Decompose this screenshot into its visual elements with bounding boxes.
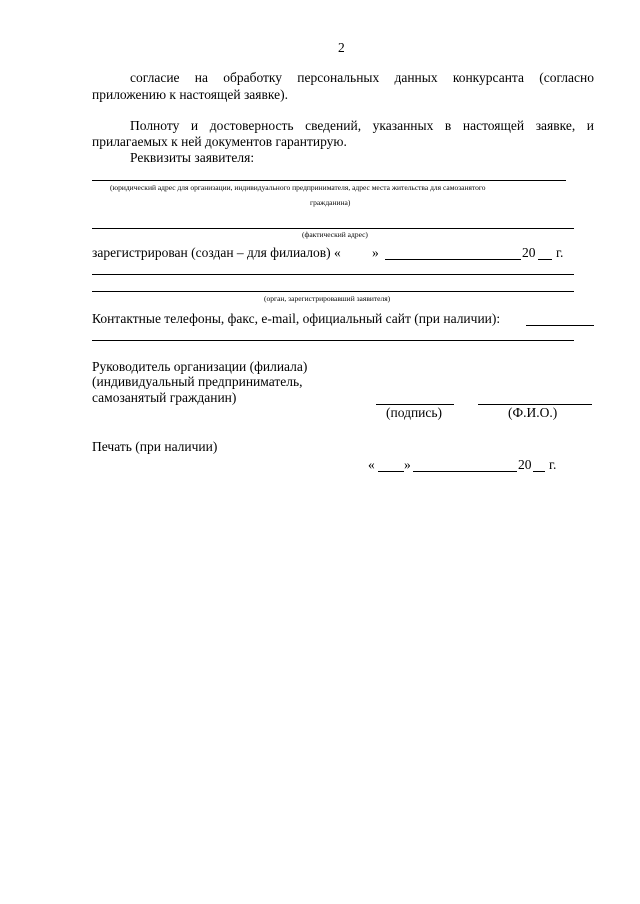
registered-date-line[interactable] [385, 259, 521, 260]
registered-year-prefix: 20 [522, 245, 536, 260]
head-line-1: Руководитель организации (филиала) [92, 359, 308, 374]
actual-address-caption: (фактический адрес) [302, 230, 368, 239]
legal-address-caption-2: гражданина) [310, 198, 351, 207]
date-year-line[interactable] [533, 471, 545, 472]
date-year-prefix: 20 [518, 457, 532, 472]
registrar-line-1[interactable] [92, 274, 574, 275]
consent-line-2: приложению к настоящей заявке). [92, 87, 288, 102]
registered-year-line[interactable] [538, 259, 552, 260]
contacts-label: Контактные телефоны, факс, e-mail, официальный сайт (при наличии): [92, 311, 501, 326]
page-number: 2 [338, 40, 345, 55]
contacts-line-2[interactable] [92, 340, 574, 341]
guarantee-line-1: Полноту и достоверность сведений, указанных в настоящей заявке, и [130, 118, 594, 133]
registrar-line-2[interactable] [92, 291, 574, 292]
legal-address-line[interactable] [92, 180, 566, 181]
head-line-2: (индивидуальный предприниматель, [92, 374, 303, 389]
fio-caption: (Ф.И.О.) [508, 405, 558, 420]
registered-label: зарегистрирован (создан – для филиалов) « [92, 245, 341, 260]
stamp-label: Печать (при наличии) [92, 439, 218, 454]
date-month-line[interactable] [413, 471, 517, 472]
head-line-3: самозанятый гражданин) [92, 390, 237, 405]
legal-address-caption-1: (юридический адрес для организации, индивидуального предпринимателя, адрес места жительства для самозанятого [110, 183, 486, 192]
date-close-quote: » [404, 457, 411, 472]
date-open-quote: « [368, 457, 375, 472]
contacts-line-1[interactable] [526, 325, 594, 326]
date-year-suffix: г. [549, 457, 557, 472]
signature-caption: (подпись) [386, 405, 443, 420]
consent-line-1: согласие на обработку персональных данных конкурсанта (согласно [130, 70, 594, 85]
registered-quote-close: » [372, 245, 379, 260]
guarantee-line-2: прилагаемых к ней документов гарантирую. [92, 134, 347, 149]
registered-year-suffix: г. [556, 245, 564, 260]
requisites-label: Реквизиты заявителя: [130, 150, 255, 165]
actual-address-line[interactable] [92, 228, 574, 229]
date-day-line[interactable] [378, 471, 404, 472]
registrar-caption: (орган, зарегистрировавший заявителя) [264, 294, 391, 303]
